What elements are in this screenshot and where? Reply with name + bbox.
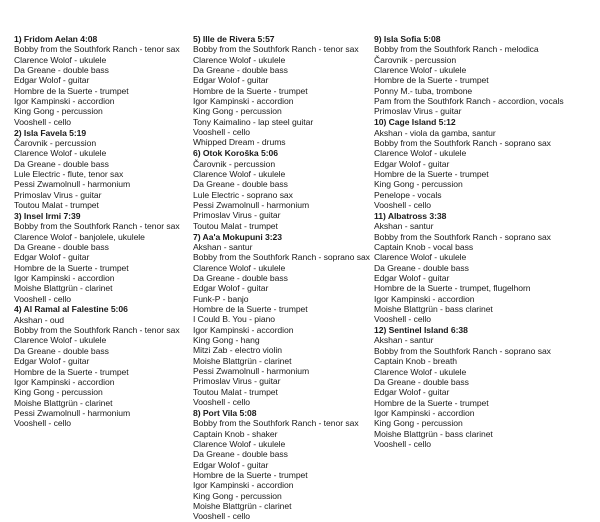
- musician-credit: Primoslav Virus - guitar: [374, 106, 462, 117]
- musician-credit: Hombre de la Suerte - trumpet: [14, 85, 129, 96]
- credits-column-1: [14, 34, 194, 429]
- musician-credit: Vooshell - cello: [193, 127, 251, 138]
- track-title: 3) Insel Irmi 7:39: [14, 210, 81, 221]
- musician-credit: Igor Kampinski - accordion: [193, 96, 294, 107]
- musician-credit: Igor Kampinski - accordion: [374, 293, 475, 304]
- musician-credit: Moishe Blattgrün - clarinet: [193, 500, 292, 511]
- track-title: 9) Isla Sofia 5:08: [374, 34, 441, 44]
- musician-credit: Pam from the Southfork Ranch - accordion, vocals: [374, 96, 564, 107]
- musician-credit: Clarence Wolof - ukulele: [193, 262, 286, 273]
- musician-credit: Captain Knob - breath: [374, 356, 458, 367]
- musician-credit: Vooshell - cello: [374, 200, 432, 210]
- musician-credit: Čarovnik - percussion: [14, 137, 97, 148]
- musician-credit: Edgar Wolof - guitar: [193, 283, 269, 294]
- track-credits: [193, 34, 373, 148]
- musician-credit: Clarence Wolof - ukulele: [374, 252, 467, 263]
- musician-credit: Moishe Blattgrün - clarinet: [14, 397, 113, 408]
- track-title: 4) Al Ramal al Falestine 5:06: [14, 304, 128, 315]
- track-title: 10) Cage Island 5:12: [374, 117, 456, 128]
- musician-credit: Hombre de la Suerte - trumpet: [193, 469, 308, 480]
- musician-credit: Mitzi Zab - electro violin: [193, 345, 282, 356]
- credits-column-3: [374, 34, 594, 449]
- musician-credit: King Gong - percussion: [374, 418, 463, 429]
- track-credits: [14, 34, 194, 127]
- track-title: 2) Isla Favela 5:19: [14, 127, 87, 138]
- musician-credit: Da Greane - double bass: [14, 345, 109, 356]
- track-credits: [14, 211, 194, 304]
- musician-credit: Da Greane - double bass: [193, 179, 288, 190]
- musician-credit: Vooshell - cello: [14, 116, 72, 127]
- musician-credit: Pessi Zwamolnull - harmonium: [14, 407, 131, 418]
- musician-credit: I Could B. You - piano: [193, 314, 276, 325]
- musician-credit: Clarence Wolof - ukulele: [193, 54, 286, 65]
- musician-credit: Igor Kampinski - accordion: [14, 96, 115, 107]
- musician-credit: Penelope - vocals: [374, 189, 442, 200]
- musician-credit: Čarovnik - percussion: [193, 158, 276, 169]
- musician-credit: Vooshell - cello: [374, 314, 432, 325]
- musician-credit: Igor Kampinski - accordion: [14, 376, 115, 387]
- musician-credit: Tony Kaimalino - lap steel guitar: [193, 116, 314, 127]
- musician-credit: Da Greane - double bass: [193, 449, 288, 460]
- musician-credit: Hombre de la Suerte - trumpet: [374, 397, 489, 408]
- musician-credit: Moishe Blattgrün - clarinet: [14, 283, 113, 294]
- musician-credit: Edgar Wolof - guitar: [14, 252, 90, 263]
- musician-credit: Funk-P - banjo: [193, 293, 249, 304]
- musician-credit: Bobby from the Southfork Ranch - soprano sax: [374, 231, 551, 242]
- musician-credit: Akshan - viola da gamba, santur: [374, 127, 496, 138]
- track-title: 6) Otok Koroška 5:06: [193, 148, 278, 159]
- musician-credit: Whipped Dream - drums: [193, 137, 286, 148]
- musician-credit: Igor Kampinski - accordion: [193, 324, 294, 335]
- musician-credit: Da Greane - double bass: [14, 241, 109, 252]
- track-title: 1) Fridom Aelan 4:08: [14, 34, 98, 44]
- musician-credit: Igor Kampinski - accordion: [14, 272, 115, 283]
- musician-credit: Bobby from the Southfork Ranch - soprano sax: [193, 252, 370, 263]
- musician-credit: King Gong - percussion: [14, 387, 103, 398]
- musician-credit: Da Greane - double bass: [193, 65, 288, 76]
- musician-credit: Bobby from the Southfork Ranch - tenor sax: [14, 221, 180, 232]
- musician-credit: Primoslav Virus - guitar: [193, 210, 281, 221]
- track-title: 7) Aa'a Mokupuni 3:23: [193, 231, 283, 242]
- musician-credit: Hombre de la Suerte - trumpet: [193, 85, 308, 96]
- musician-credit: Bobby from the Southfork Ranch - tenor sax: [14, 44, 180, 55]
- credits-column-2: [193, 34, 373, 522]
- track-title: 8) Port Vila 5:08: [193, 407, 257, 418]
- musician-credit: Bobby from the Southfork Ranch - tenor sax: [14, 325, 180, 336]
- musician-credit: Edgar Wolof - guitar: [193, 459, 269, 470]
- musician-credit: King Gong - hang: [193, 334, 260, 345]
- musician-credit: Pessi Zwamolnull - harmonium: [193, 366, 310, 376]
- track-credits: [374, 117, 594, 210]
- musician-credit: Edgar Wolof - guitar: [14, 75, 90, 86]
- musician-credit: Hombre de la Suerte - trumpet: [14, 262, 129, 273]
- musician-credit: Bobby from the Southfork Ranch - soprano sax: [374, 345, 551, 356]
- musician-credit: Primoslav Virus - guitar: [193, 376, 281, 387]
- musician-credit: Clarence Wolof - ukulele: [374, 366, 467, 377]
- musician-credit: King Gong - percussion: [374, 179, 463, 190]
- musician-credit: Akshan - santur: [374, 221, 434, 232]
- musician-credit: Da Greane - double bass: [374, 262, 469, 273]
- musician-credit: King Gong - percussion: [193, 490, 282, 501]
- musician-credit: Da Greane - double bass: [374, 376, 469, 387]
- musician-credit: Clarence Wolof - ukulele: [193, 438, 286, 449]
- musician-credit: Edgar Wolof - guitar: [374, 387, 450, 398]
- musician-credit: Igor Kampinski - accordion: [193, 480, 294, 491]
- musician-credit: Vooshell - cello: [14, 293, 72, 304]
- musician-credit: Clarence Wolof - ukulele: [14, 335, 107, 346]
- musician-credit: Da Greane - double bass: [193, 272, 288, 283]
- musician-credit: Hombre de la Suerte - trumpet: [374, 75, 489, 86]
- musician-credit: Hombre de la Suerte - trumpet: [14, 366, 129, 377]
- musician-credit: Clarence Wolof - ukulele: [193, 168, 286, 179]
- track-credits: [193, 148, 373, 231]
- musician-credit: Edgar Wolof - guitar: [374, 158, 450, 169]
- track-credits: [193, 408, 373, 522]
- musician-credit: Toutou Malat - trumpet: [193, 386, 278, 397]
- musician-credit: Pessi Zwamolnull - harmonium: [193, 200, 310, 210]
- musician-credit: Clarence Wolof - ukulele: [374, 148, 467, 159]
- musician-credit: Toutou Malat - trumpet: [193, 220, 278, 231]
- musician-credit: Lule Electric - soprano sax: [193, 189, 293, 200]
- musician-credit: Bobby from the Southfork Ranch - tenor sax: [193, 44, 359, 55]
- musician-credit: Da Greane - double bass: [14, 158, 109, 169]
- musician-credit: Hombre de la Suerte - trumpet: [374, 168, 489, 179]
- musician-credit: Moishe Blattgrün - bass clarinet: [374, 428, 493, 439]
- musician-credit: Ponny M.- tuba, trombone: [374, 85, 473, 96]
- track-title: 11) Albatross 3:38: [374, 210, 447, 221]
- track-credits: [374, 34, 594, 117]
- musician-credit: Hombre de la Suerte - trumpet: [193, 303, 308, 314]
- musician-credit: King Gong - percussion: [193, 106, 282, 117]
- track-credits: [374, 211, 594, 325]
- musician-credit: Igor Kampinski - accordion: [374, 407, 475, 418]
- musician-credit: Moishe Blattgrün - clarinet: [193, 355, 292, 366]
- track-title: 5) Ille de Rivera 5:57: [193, 34, 275, 44]
- musician-credit: Da Greane - double bass: [14, 65, 109, 76]
- track-credits: [374, 325, 594, 449]
- musician-credit: King Gong - percussion: [14, 106, 103, 117]
- musician-credit: Akshan - santur: [193, 241, 253, 252]
- musician-credit: Captain Knob - vocal bass: [374, 241, 474, 252]
- musician-credit: Akshan - oud: [14, 314, 65, 325]
- musician-credit: Vooshell - cello: [374, 438, 432, 449]
- musician-credit: Vooshell - cello: [14, 418, 72, 429]
- musician-credit: Čarovnik - percussion: [374, 54, 457, 65]
- musician-credit: Primoslav Virus - guitar: [14, 189, 102, 200]
- musician-credit: Clarence Wolof - banjolele, ukulele: [14, 231, 145, 242]
- musician-credit: Vooshell - cello: [193, 511, 251, 522]
- musician-credit: Clarence Wolof - ukulele: [14, 148, 107, 159]
- musician-credit: Bobby from the Southfork Ranch - soprano sax: [374, 137, 551, 148]
- musician-credit: Captain Knob - shaker: [193, 428, 278, 439]
- track-credits: [14, 304, 194, 428]
- track-credits: [14, 128, 194, 211]
- musician-credit: Edgar Wolof - guitar: [374, 272, 450, 283]
- track-credits: [193, 232, 373, 408]
- musician-credit: Clarence Wolof - ukulele: [374, 65, 467, 76]
- musician-credit: Bobby from the Southfork Ranch - tenor sax: [193, 418, 359, 429]
- track-title: 12) Sentinel Island 6:38: [374, 325, 468, 336]
- musician-credit: Edgar Wolof - guitar: [14, 356, 90, 367]
- musician-credit: Lule Electric - flute, tenor sax: [14, 168, 124, 179]
- musician-credit: Vooshell - cello: [193, 397, 251, 408]
- musician-credit: Pessi Zwamolnull - harmonium: [14, 179, 131, 190]
- musician-credit: Moishe Blattgrün - bass clarinet: [374, 303, 493, 314]
- musician-credit: Edgar Wolof - guitar: [193, 75, 269, 86]
- musician-credit: Clarence Wolof - ukulele: [14, 54, 107, 65]
- musician-credit: Bobby from the Southfork Ranch - melodica: [374, 44, 539, 55]
- musician-credit: Hombre de la Suerte - trumpet, flugelhorn: [374, 283, 531, 294]
- musician-credit: Toutou Malat - trumpet: [14, 200, 99, 210]
- musician-credit: Akshan - santur: [374, 335, 434, 346]
